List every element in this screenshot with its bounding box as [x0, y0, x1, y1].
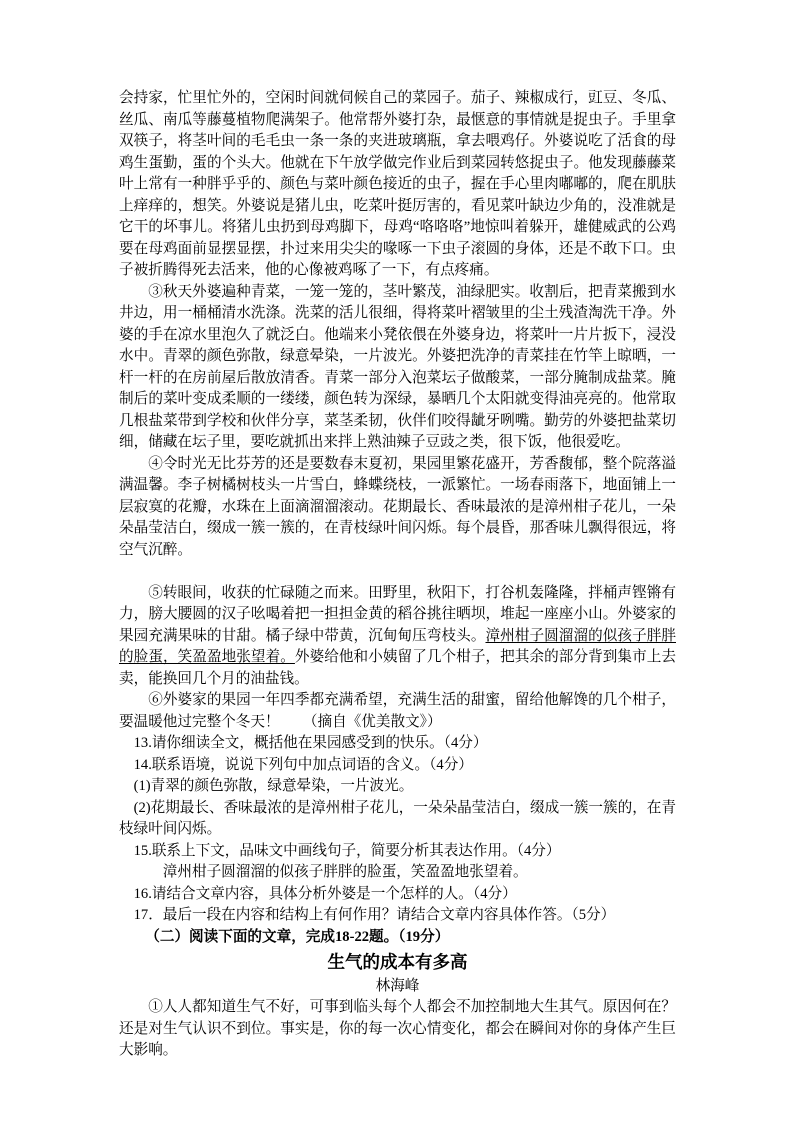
- article-2-paragraph-1: ①人人都知道生气不好，可事到临头每个人都会不加控制地大生其气。原因何在？还是对生气认识不到位。事实是，你的每一次心情变化，都会在瞬间对你的身体产生巨大影响。: [119, 999, 676, 1058]
- question-13: 13.请你细读全文，概括他在果园感受到的快乐。（4分）: [133, 735, 488, 751]
- source-attribution: （摘自《优美散文》）: [302, 713, 442, 730]
- paragraph-2-continuation: 会持家，忙里忙外的，空闲时间就伺候自己的菜园子。茄子、辣椒成行，豇豆、冬瓜、丝瓜、南瓜等藤蔓植物爬满架子。他常帮外婆打杂，最惬意的事情就是捉虫子。手里拿双筷子，将茎叶间的毛毛虫一条一条的夹进玻璃瓶，拿去喂鸡仔。外婆说吃了活食的母鸡生蛋勤，蛋的个头大。他就在下午放学做完作业后到菜园转悠捉虫子。他发现藤藤菜叶上常有一种胖乎乎的、颜色与菜叶颜色接近的虫子，握在手心里肉嘟嘟的，爬在肌肤上痒痒的，想笑。外婆说是猪儿虫，吃菜叶挺厉害的，看见菜叶缺边少角的，没准就是它干的坏事儿。将猪儿虫扔到母鸡脚下，母鸡“咯咯咯”地惊叫着躲开，雄健威武的公鸡要在母鸡面前显摆显摆，扑过来用尖尖的喙啄一下虫子滚圆的身体，还是不敢下口。虫子被折腾得死去活来，他的心像被鸡啄了一下，有点疼痛。: [119, 90, 676, 278]
- question-15-quote: 漳州柑子圆溜溜的似孩子胖胖的脸蛋，笑盈盈地张望着。: [162, 864, 528, 880]
- question-14: 14.联系语境，说说下列句中加点词语的含义。（4分）: [133, 756, 473, 773]
- question-14-item-2: (2)花期最长、香味最浓的是漳州柑子花儿，一朵朵晶莹洁白，缀成一簇一簇的，在青枝绿叶间闪烁。: [119, 799, 676, 837]
- section-2-header: （二）阅读下面的文章，完成18-22题。（19分）: [145, 928, 450, 945]
- paragraph-5: [119, 583, 676, 691]
- question-15: 15.联系上下文，品味文中画线句子，简要分析其表达作用。（4分）: [133, 842, 561, 859]
- paragraph-5-text-before: ⑤转眼间，收获的忙碌随之而来。田野里，秋阳下，打谷机轰隆隆，拌桶声铿锵有力，膀大腰圆的汉子吆喝着把一担担金黄的稻谷挑往晒坝，堆起一座座小山。外婆家的果园充满果味的甘甜。橘子绿中带黄，沉甸甸压弯枝头。: [119, 584, 676, 644]
- article-2-title: 生气的成本有多高: [327, 952, 468, 972]
- paragraph-4: ④令时光无比芬芳的还是要数春末夏初，果园里繁花盛开，芳香馥郁，整个院落溢满温馨。李子树橘树枝头一片雪白，蜂蝶绕枝，一派繁忙。一场春雨落下，地面铺上一层寂寞的花瓣，水珠在上面滴溜溜滚动。花期最长、香味最浓的是漳州柑子花儿，一朵朵晶莹洁白，缀成一簇一簇的，在青枝绿叶间闪烁。每个晨昏，那香味儿飘得很远，将空气沉醉。: [119, 455, 676, 558]
- paragraph-5-text-after: 外婆给他和小姨留了几个柑子，把其余的部分背到集市上去卖，能换回几个月的油盐钱。: [119, 649, 676, 687]
- question-16: 16.请结合文章内容，具体分析外婆是一个怎样的人。（4分）: [133, 885, 517, 902]
- paragraph-6-text: ⑥外婆家的果园一年四季都充满希望，充满生活的甜蜜，留给他解馋的几个柑子，要温暖他过完整个冬天！: [119, 692, 676, 730]
- question-17: 17．最后一段在内容和结构上有何作用？请结合文章内容具体作答。（5分）: [133, 907, 616, 923]
- question-14-item-1: (1)青翠的颜色弥散，绿意晕染，一片波光。: [133, 778, 414, 794]
- paragraph-6: [119, 690, 676, 733]
- underlined-sentence: 漳州柑子圆溜溜的似孩子胖胖的脸蛋，笑盈盈地张望着。: [119, 627, 676, 665]
- article-2-author: 林海峰: [375, 978, 420, 994]
- paragraph-3: ③秋天外婆遍种青菜，一笼一笼的，茎叶繁茂，油绿肥实。收割后，把青菜搬到水井边，用一桶桶清水洗涤。洗菜的活儿很细，得将菜叶褶皱里的尘土残渣淘洗干净。外婆的手在凉水里泡久了就泛白。他端来小凳依偎在外婆身边，将菜叶一片片扳下，浸没水中。青翠的颜色弥散，绿意晕染，一片波光。外婆把洗净的青菜挂在竹竿上晾晒，一杆一杆的在房前屋后散放清香。青菜一部分入泡菜坛子做酸菜，一部分腌制成盐菜。腌制后的菜叶变成柔顺的一缕缕，颜色转为深绿，暴晒几个太阳就变得油亮亮的。他常取几根盐菜带到学校和伙伴分享，菜茎柔韧，伙伴们咬得龇牙咧嘴。勤劳的外婆把盐菜切细，储藏在坛子里，要吃就抓出来拌上熟油辣子豆豉之类，很下饭，他很爱吃。: [119, 283, 676, 450]
